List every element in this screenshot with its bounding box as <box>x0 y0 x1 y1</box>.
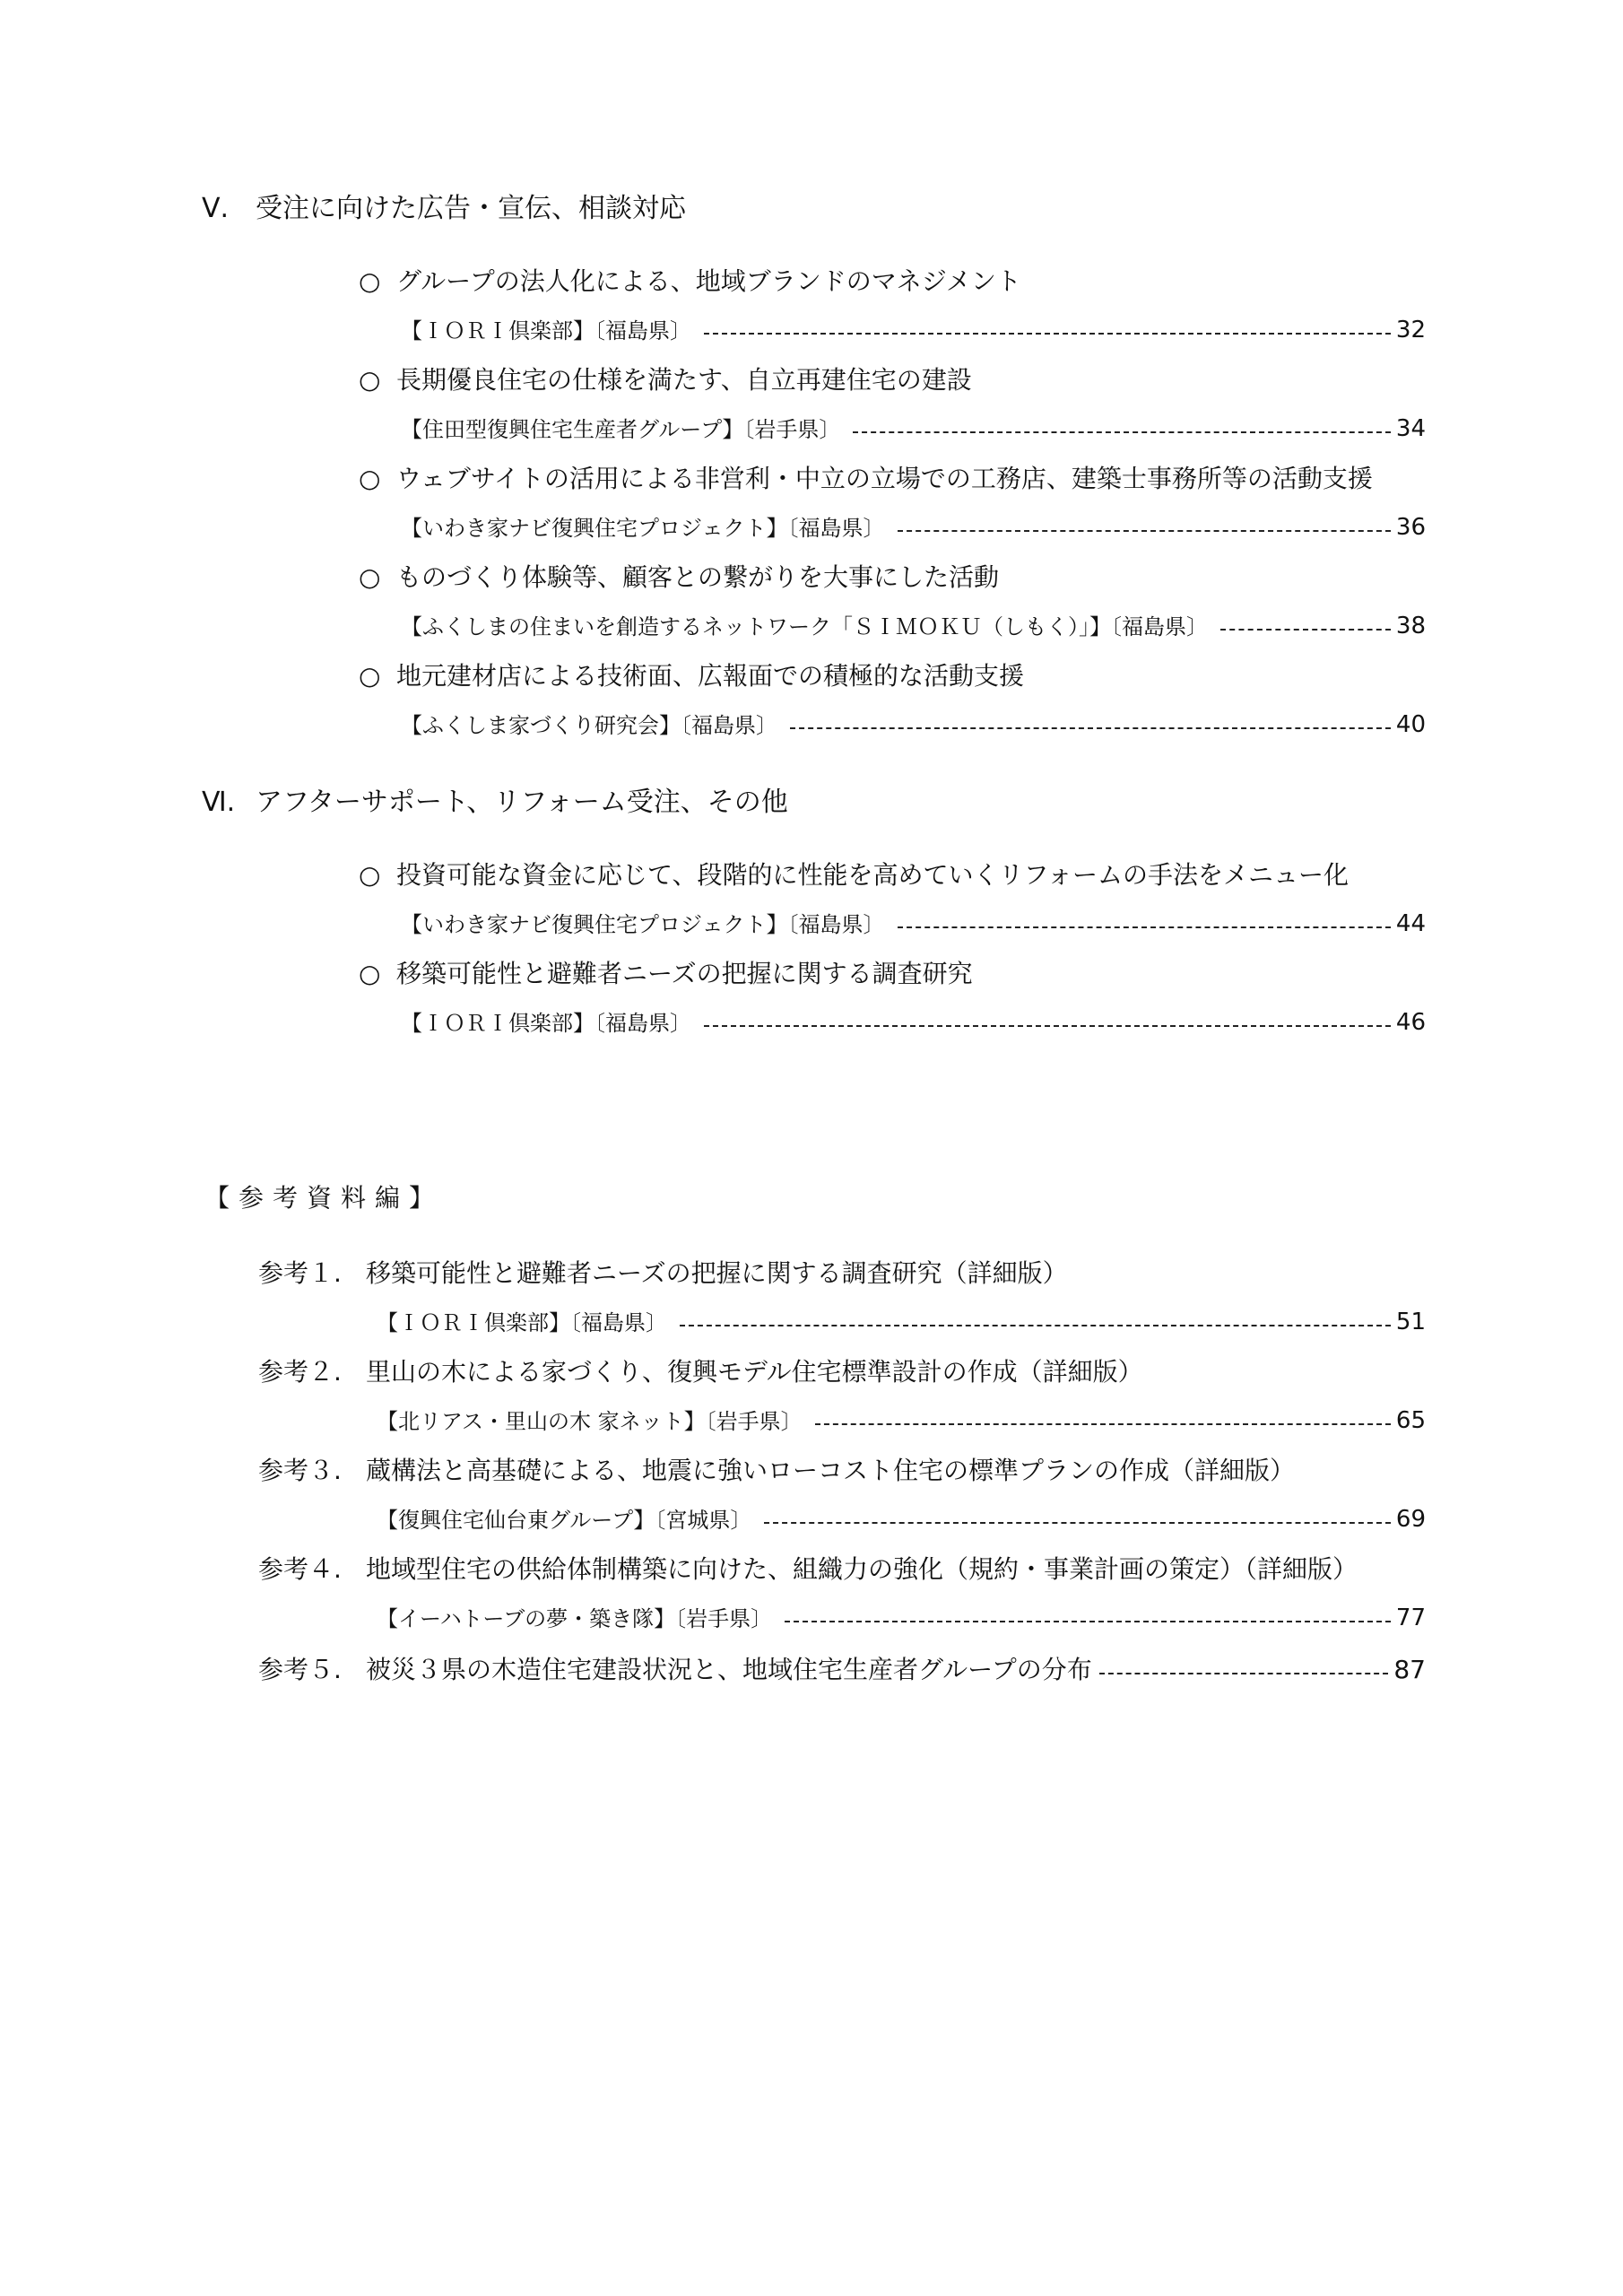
section-heading-6 <box>202 789 788 816</box>
circle-bullet-icon: ○ <box>359 562 381 592</box>
toc-entry[interactable] <box>377 1310 1426 1334</box>
page-number: 65 <box>1395 1407 1426 1434</box>
toc-group: 【復興住宅仙台東グループ】〔宮城県〕 <box>377 1508 752 1533</box>
dot-leader <box>1220 629 1391 631</box>
toc-item-title: 投資可能な資金に応じて、段階的に性能を高めていくリフォームの手法をメニュー化 <box>396 860 1350 890</box>
reference-number: 参考２. <box>258 1357 342 1387</box>
reference-number: 参考３. <box>258 1456 342 1485</box>
reference-item <box>258 1357 1143 1387</box>
dot-leader <box>790 727 1391 729</box>
dot-leader <box>704 1025 1391 1027</box>
dot-leader <box>704 333 1391 335</box>
reference-item <box>258 1458 1295 1483</box>
toc-group: 【イーハトーブの夢・築き隊】〔岩手県〕 <box>377 1606 773 1631</box>
toc-item-title: グループの法人化による、地域ブランドのマネジメント <box>396 266 1021 296</box>
dot-leader <box>785 1621 1391 1622</box>
dot-leader <box>815 1423 1391 1425</box>
reference-number: 参考１. <box>258 1258 342 1288</box>
toc-group: 【ふくしま家づくり研究会】〔福島県〕 <box>401 713 777 738</box>
circle-bullet-icon: ○ <box>359 365 381 395</box>
toc-group: 【住田型復興住宅生産者グループ】〔岩手県〕 <box>401 417 841 442</box>
toc-entry[interactable] <box>401 318 1426 342</box>
circle-bullet-icon: ○ <box>359 860 381 890</box>
toc-item <box>359 562 1000 592</box>
toc-item-title: 地元建材店による技術面、広報面での積極的な活動支援 <box>396 661 1025 691</box>
toc-entry[interactable] <box>377 1606 1426 1630</box>
toc-item-title: 長期優良住宅の仕様を満たす、自立再建住宅の建設 <box>396 365 972 395</box>
reference-item[interactable] <box>258 1657 1426 1683</box>
dot-leader <box>680 1325 1391 1326</box>
toc-entry[interactable] <box>401 516 1426 539</box>
page-number: 87 <box>1393 1655 1426 1684</box>
page-number: 34 <box>1395 415 1426 442</box>
page-number: 46 <box>1395 1009 1426 1036</box>
reference-title: 蔵構法と高基礎による、地震に強いローコスト住宅の標準プランの作成（詳細版） <box>366 1456 1296 1485</box>
toc-group: 【ＩＯＲＩ倶楽部】〔福島県〕 <box>377 1310 667 1335</box>
section-title: アフターサポート、リフォーム受注、その他 <box>256 787 788 818</box>
page-number: 69 <box>1395 1506 1426 1533</box>
toc-group: 【いわき家ナビ復興住宅プロジェクト】〔福島県〕 <box>401 516 885 541</box>
toc-entry[interactable] <box>401 912 1426 935</box>
toc-item <box>359 860 1350 890</box>
toc-item <box>359 466 1373 491</box>
reference-number: 参考４. <box>258 1554 342 1584</box>
circle-bullet-icon: ○ <box>359 464 381 493</box>
toc-item <box>359 266 1021 296</box>
toc-group: 【ＩＯＲＩ倶楽部】〔福島県〕 <box>401 1011 691 1036</box>
reference-heading: 【参考資料編】 <box>204 1183 444 1213</box>
toc-item-title: 移築可能性と避難者ニーズの把握に関する調査研究 <box>396 959 973 988</box>
toc-item-title: ウェブサイトの活用による非営利・中立の立場での工務店、建築士事務所等の活動支援 <box>396 464 1373 493</box>
toc-item <box>359 365 972 395</box>
page-number: 36 <box>1395 514 1426 541</box>
dot-leader <box>1099 1673 1389 1674</box>
page-number: 40 <box>1395 711 1426 738</box>
reference-title: 被災３県の木造住宅建設状況と、地域住宅生産者グループの分布 <box>366 1655 1092 1684</box>
section-number: Ⅴ. <box>202 193 230 224</box>
reference-title: 里山の木による家づくり、復興モデル住宅標準設計の作成（詳細版） <box>366 1357 1143 1387</box>
toc-entry[interactable] <box>401 614 1426 638</box>
toc-entry[interactable] <box>377 1409 1426 1432</box>
toc-entry[interactable] <box>377 1508 1426 1531</box>
circle-bullet-icon: ○ <box>359 661 381 691</box>
section-title: 受注に向けた広告・宣伝、相談対応 <box>256 193 686 224</box>
page-number: 77 <box>1395 1605 1426 1631</box>
circle-bullet-icon: ○ <box>359 959 381 988</box>
section-number: Ⅵ. <box>202 787 236 818</box>
page-number: 38 <box>1395 613 1426 639</box>
toc-group: 【ふくしまの住まいを創造するネットワーク「ＳＩＭＯＫＵ（しもく）」】〔福島県〕 <box>401 614 1208 639</box>
reference-title: 移築可能性と避難者ニーズの把握に関する調査研究（詳細版） <box>366 1258 1068 1288</box>
dot-leader <box>764 1522 1391 1524</box>
toc-entry[interactable] <box>401 1011 1426 1034</box>
reference-item <box>258 1258 1068 1288</box>
page-number: 32 <box>1395 317 1426 344</box>
page-number: 44 <box>1395 910 1426 937</box>
toc-entry[interactable] <box>401 417 1426 440</box>
toc-group: 【いわき家ナビ復興住宅プロジェクト】〔福島県〕 <box>401 912 885 937</box>
dot-leader <box>898 926 1391 928</box>
reference-number: 参考５. <box>258 1655 342 1684</box>
reference-item <box>258 1554 1358 1584</box>
circle-bullet-icon: ○ <box>359 266 381 296</box>
dot-leader <box>853 431 1391 433</box>
page-number: 51 <box>1395 1309 1426 1335</box>
toc-item <box>359 661 1025 691</box>
toc-item <box>359 961 973 987</box>
reference-title: 地域型住宅の供給体制構築に向けた、組織力の強化（規約・事業計画の策定）（詳細版） <box>366 1554 1358 1584</box>
toc-group: 【ＩＯＲＩ倶楽部】〔福島県〕 <box>401 318 691 344</box>
toc-entry[interactable] <box>401 713 1426 736</box>
toc-item-title: ものづくり体験等、顧客との繋がりを大事にした活動 <box>396 562 1000 592</box>
dot-leader <box>898 530 1391 532</box>
section-heading-5 <box>202 193 686 224</box>
toc-group: 【北リアス・里山の木 家ネット】〔岩手県〕 <box>377 1409 803 1434</box>
